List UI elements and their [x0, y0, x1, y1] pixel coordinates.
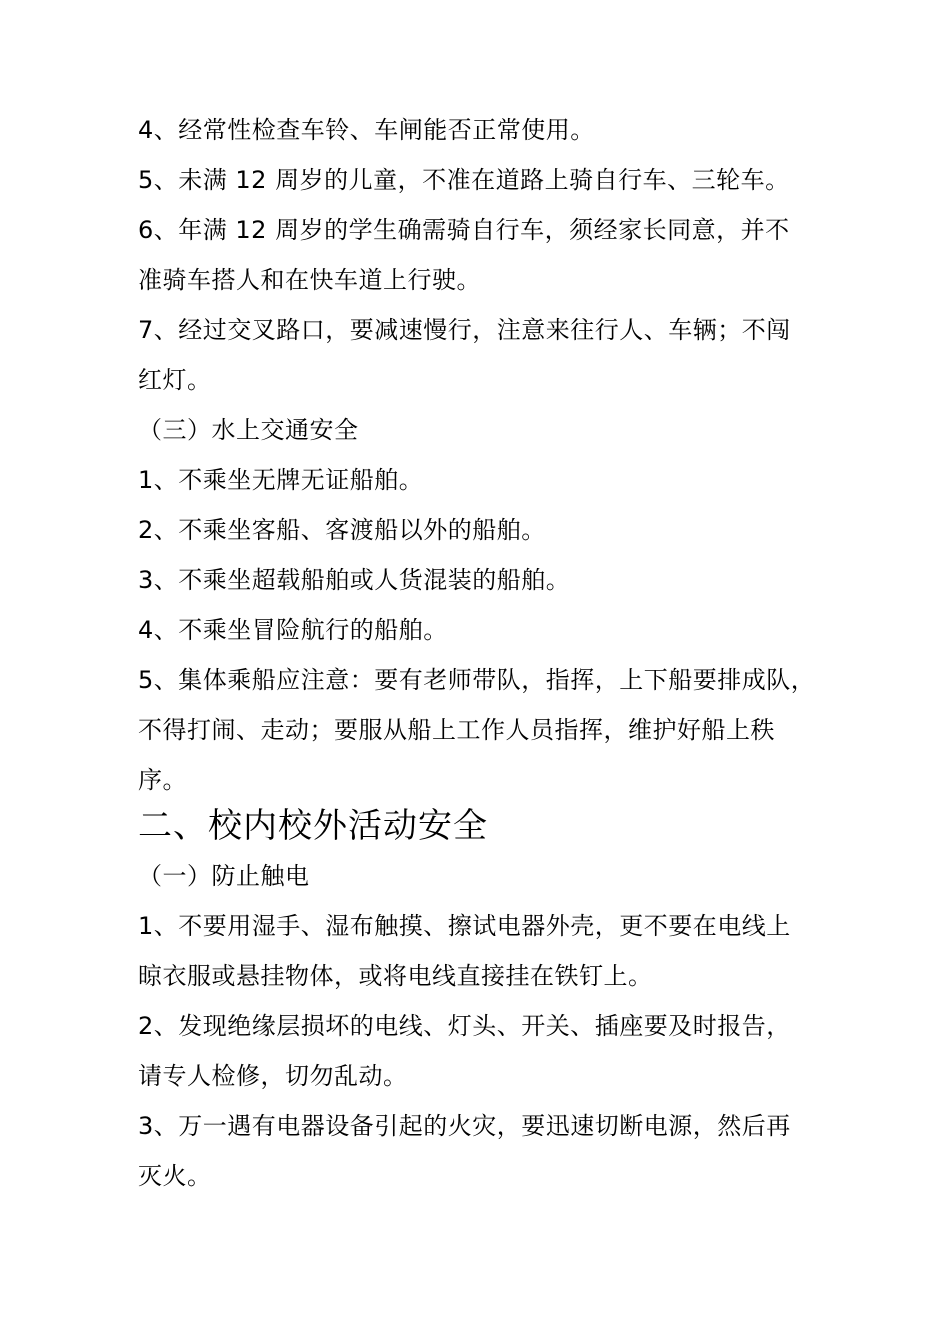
- text-line: 灭火。: [138, 1162, 212, 1190]
- text-line: 5、未满 12 周岁的儿童，不准在道路上骑自行车、三轮车。: [138, 166, 790, 194]
- text-line: 红灯。: [138, 366, 212, 394]
- text-line: 序。: [138, 766, 187, 794]
- text-line: 请专人检修，切勿乱动。: [138, 1062, 408, 1090]
- text-line: 5、集体乘船应注意：要有老师带队，指挥，上下船要排成队，: [138, 666, 816, 694]
- text-line: 4、经常性检查车铃、车闸能否正常使用。: [138, 116, 595, 144]
- text-line: 4、不乘坐冒险航行的船舶。: [138, 616, 448, 644]
- text-line: 7、经过交叉路口，要减速慢行，注意来往行人、车辆；不闯: [138, 316, 791, 344]
- text-line: 1、不乘坐无牌无证船舶。: [138, 466, 424, 494]
- text-line: 6、年满 12 周岁的学生确需骑自行车，须经家长同意，并不: [138, 216, 790, 244]
- text-line: 2、发现绝缘层损坏的电线、灯头、开关、插座要及时报告，: [138, 1012, 791, 1040]
- text-line: 1、不要用湿手、湿布触摸、擦试电器外壳，更不要在电线上: [138, 912, 791, 940]
- text-line: 2、不乘坐客船、客渡船以外的船舶。: [138, 516, 546, 544]
- text-line: 准骑车搭人和在快车道上行驶。: [138, 266, 481, 294]
- text-line: 3、万一遇有电器设备引起的火灾，要迅速切断电源，然后再: [138, 1112, 791, 1140]
- subsection-heading: （一）防止触电: [138, 862, 310, 890]
- subsection-heading: （三）水上交通安全: [138, 416, 359, 444]
- text-line: 晾衣服或悬挂物体，或将电线直接挂在铁钉上。: [138, 962, 653, 990]
- text-line: 不得打闹、走动；要服从船上工作人员指挥，维护好船上秩: [138, 716, 775, 744]
- text-line: 3、不乘坐超载船舶或人货混装的船舶。: [138, 566, 571, 594]
- section-heading: 二、校内校外活动安全: [138, 806, 488, 846]
